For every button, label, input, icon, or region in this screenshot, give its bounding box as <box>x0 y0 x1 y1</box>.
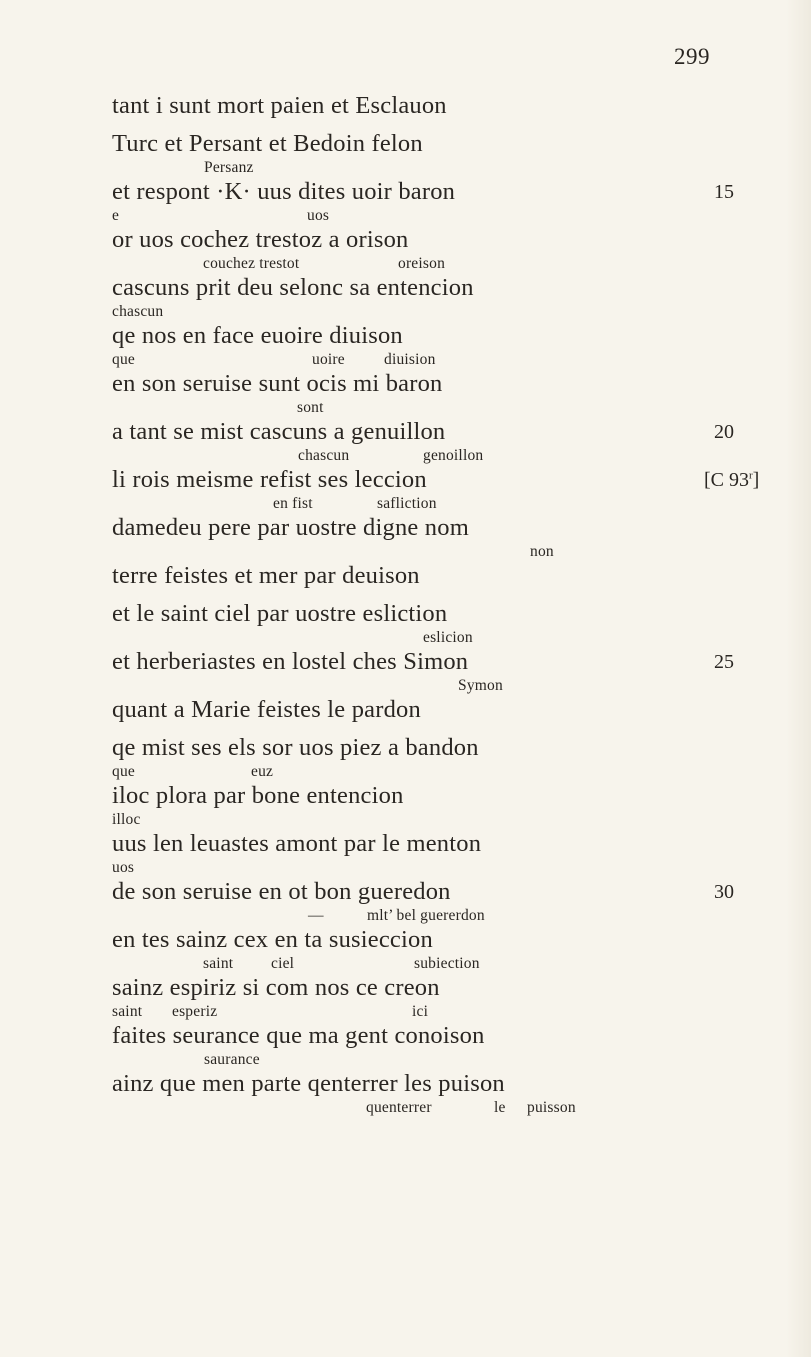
variant-reading: quenterrer <box>366 1099 432 1116</box>
line-number: 30 <box>714 881 734 903</box>
variant-reading: mlt’ bel guererdon <box>367 907 485 924</box>
gloss-line <box>112 158 752 178</box>
verse-line: faites seurance que ma gent conoison <box>112 1022 485 1049</box>
variant-reading: safliction <box>377 495 437 512</box>
verse-line-group <box>112 926 752 974</box>
gloss-line <box>112 206 752 226</box>
gloss-line <box>112 398 752 418</box>
verse-line: de son seruise en ot bon gueredon <box>112 878 451 905</box>
variant-reading: subiection <box>414 955 480 972</box>
line-number: 25 <box>714 651 734 673</box>
gloss-line <box>112 542 752 562</box>
verse-line: tant i sunt mort paien et Esclauon <box>112 92 447 119</box>
verse-line: sainz espiriz si com nos ce creon <box>112 974 440 1001</box>
variant-reading: Persanz <box>204 159 254 176</box>
verse-block <box>112 92 752 1118</box>
verse-line: damedeu pere par uostre digne nom <box>112 514 469 541</box>
verse-line-group <box>112 466 752 514</box>
variant-reading: en fist <box>273 495 313 512</box>
verse-line: Turc et Persant et Bedoin felon <box>112 130 423 157</box>
gloss-line <box>112 350 752 370</box>
verse-line: li rois meisme refist ses leccion <box>112 466 427 493</box>
verse-line: terre feistes et mer par deuison <box>112 562 420 589</box>
gloss-line <box>112 810 752 830</box>
verse-line: uus len leuastes amont par le menton <box>112 830 482 857</box>
gloss-line <box>112 1098 752 1118</box>
variant-reading: uos <box>112 859 135 876</box>
gloss-line <box>112 954 752 974</box>
variant-reading: saurance <box>204 1051 260 1068</box>
verse-line: a tant se mist cascuns a genuillon <box>112 418 446 445</box>
gloss-line <box>112 858 752 878</box>
variant-reading: sont <box>297 399 324 416</box>
verse-line-group <box>112 974 752 1022</box>
variant-reading: chascun <box>112 303 164 320</box>
verse-line-group <box>112 418 752 466</box>
page-gutter-shadow <box>786 0 811 1357</box>
verse-line: et respont ·K· uus dites uoir baron <box>112 178 456 205</box>
verse-line-group <box>112 830 752 878</box>
verse-line-group <box>112 1070 752 1118</box>
verse-line: et herberiastes en lostel ches Simon <box>112 648 469 675</box>
verse-line-group <box>112 648 752 696</box>
verse-line-group <box>112 562 752 600</box>
variant-reading: saint <box>112 1003 143 1020</box>
gloss-line <box>112 1002 752 1022</box>
gloss-line <box>112 494 752 514</box>
gloss-line <box>112 302 752 322</box>
verse-line: qe nos en face euoire diuison <box>112 322 403 349</box>
folio-bracket: ] <box>752 469 760 491</box>
variant-reading: le <box>494 1099 506 1116</box>
gloss-line <box>112 254 752 274</box>
variant-reading: uoire <box>312 351 345 368</box>
verse-line-group <box>112 274 752 322</box>
gloss-line <box>112 762 752 782</box>
verse-line: en tes sainz cex en ta susieccion <box>112 926 433 953</box>
variant-reading: chascun <box>298 447 350 464</box>
variant-reading: couchez trestot <box>203 255 300 272</box>
verse-line: qe mist ses els sor uos piez a bandon <box>112 734 479 761</box>
verse-line-group <box>112 782 752 830</box>
variant-reading: saint <box>203 955 234 972</box>
folio-side: r <box>749 469 753 482</box>
line-number: 20 <box>714 421 734 443</box>
verse-line-group <box>112 1022 752 1070</box>
verse-line: iloc plora par bone entencion <box>112 782 404 809</box>
verse-line: en son seruise sunt ocis mi baron <box>112 370 443 397</box>
variant-reading: ici <box>412 1003 429 1020</box>
variant-reading: que <box>112 351 135 368</box>
verse-line: ainz que men parte qenterrer les puison <box>112 1070 505 1097</box>
page-number: 299 <box>674 44 710 69</box>
variant-reading: esperiz <box>172 1003 218 1020</box>
verse-line-group <box>112 370 752 418</box>
verse-line: cascuns prit deu selonc sa entencion <box>112 274 474 301</box>
gloss-line <box>112 628 752 648</box>
verse-line-group <box>112 92 752 130</box>
gloss-line <box>112 1050 752 1070</box>
variant-reading: euz <box>251 763 274 780</box>
variant-reading: puisson <box>527 1099 576 1116</box>
variant-reading: oreison <box>398 255 446 272</box>
variant-reading: Symon <box>458 677 503 694</box>
verse-line-group <box>112 130 752 178</box>
gloss-line <box>112 906 752 926</box>
variant-reading: eslicion <box>423 629 473 646</box>
variant-reading: diuision <box>384 351 436 368</box>
verse-line-group <box>112 734 752 782</box>
variant-reading: ciel <box>271 955 295 972</box>
line-number: 15 <box>714 181 734 203</box>
verse-line: et le saint ciel par uostre esliction <box>112 600 448 627</box>
verse-line-group <box>112 514 752 562</box>
verse-line-group <box>112 178 752 226</box>
variant-reading: uos <box>307 207 330 224</box>
gloss-line <box>112 446 752 466</box>
gloss-line <box>112 676 752 696</box>
verse-line-group <box>112 600 752 648</box>
verse-line-group <box>112 226 752 274</box>
verse-line: or uos cochez trestoz a orison <box>112 226 409 253</box>
verse-line-group <box>112 696 752 734</box>
variant-reading: genoillon <box>423 447 484 464</box>
variant-reading: que <box>112 763 135 780</box>
variant-reading: — <box>308 907 324 924</box>
variant-reading: non <box>530 543 554 560</box>
variant-reading: illoc <box>112 811 141 828</box>
verse-line-group <box>112 878 752 926</box>
verse-line: quant a Marie feistes le pardon <box>112 696 421 723</box>
variant-reading: e <box>112 207 120 224</box>
folio-label: [C 93 <box>704 469 749 491</box>
verse-line-group <box>112 322 752 370</box>
folio-reference <box>704 466 759 494</box>
